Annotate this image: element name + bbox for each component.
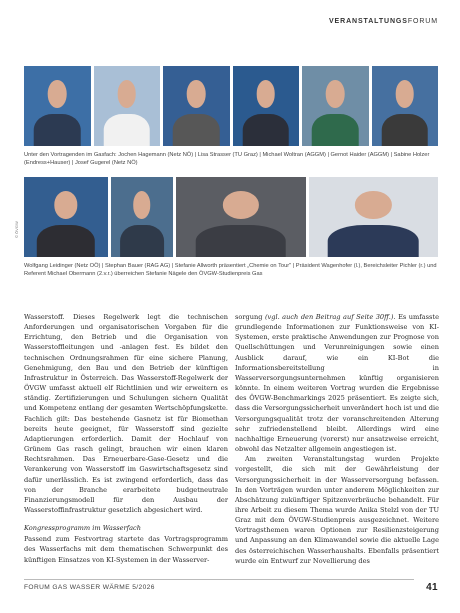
photo-figure <box>242 114 289 146</box>
article-column-left <box>24 312 228 565</box>
speaker-photo <box>302 66 369 146</box>
photo-row-top <box>24 66 438 146</box>
speaker-photo <box>24 66 91 146</box>
photo-face <box>187 80 206 107</box>
paragraph: Am zweiten Veranstaltungstag wurden Projekte vorgestellt, die sich mit der Gewährleistung der Versorgungssicherheit in der Wasserversorgung befassen. In den Vorträgen wurden unter anderem Möglichkeiten zur Abschätzung zukünftiger Spitzenverbräuche behandelt. Für ihre Arbeit zu diesem Thema wurde Anika Stelzl von der TU Graz mit dem ÖVGW-Studienpreis ausgezeichnet. Weitere Vortragsthemen waren Optionen zur Resilienzsteigerung und Anpassung an den Klimawandel sowie die aktuelle Lage des österreichischen Wasserhaushalts. Ebenfalls präsentiert wurde ein Entwurf zur Novellierung des <box>235 455 439 565</box>
photo-figure <box>120 225 164 257</box>
photo-face <box>326 80 345 107</box>
speaker-photo <box>233 66 300 146</box>
section-header-light: FORUM <box>407 18 438 25</box>
photo-credit: © ÖVGW <box>14 221 19 238</box>
paragraph: Wasserstoff. Dieses Regelwerk legt die technischen Anforderungen und organisatorischen Vorgaben für die Errichtung, den Betrieb und die Organisation von Wasserstoffleitungen und -anlagen fest. Es bildet den technischen Ordnungsrahmen für eine sichere Planung, Genehmigung, den Bau und den Betrieb der künftigen Infrastruktur in Österreich. Das Wasserstoff-Regelwerk der ÖVGW umfasst aktuell elf Richtlinien und wir erweitern es ständig. Zertifizierungen und Schulungen sichern Qualität und Kompetenz entlang der gesamten Wertschöpfungskette. Fachlich gilt: Das bestehende Gasnetz ist für Biomethan bereits heute geeignet, für Wasserstoff sind gezielte Adaptierungen erforderlich. Damit der Hochlauf von Grünem Gas rasch gelingt, brauchen wir einen klaren Rechtsrahmen. Das Erneuerbare-Gase-Gesetz und die Verankerung von Wasserstoff im Gaswirtschaftsgesetz sind dafür unerlässlich. Es ist zwingend erforderlich, dass das von der Branche erarbeitete budgetneutrale Finanzierungsmodell für den Ausbau der Wasserstoffinfrastruktur gesetzlich abgesichert wird. <box>24 313 228 514</box>
text-run: Es umfasste grundlegende Informationen zur Funktionsweise von KI-Systemen, erste praktische Anwendungen zur Prognose von Quellschüttungen und Verunreinigungen sowie einen Ausblick darauf, wie ein KI-Bot die Informationsbereitstellung in Wasserversorgungsunternehmen künftig organisieren könnte. In einem weiteren Vortrag wurden die Ergebnisse des ÖVGW-Benchmarkings 2025 präsentiert. Es zeigte sich, dass die Versorgungssicherheit unverändert hoch ist und die Versorgungsqualität trotz der voranschreitenden Alterung sehr zufriedenstellend bleibt. Allerdings wird eine nachhaltige Erneuerung (vorerst) nur ansatzweise erreicht, obwohl das Netzalter allgemein angestiegen ist. <box>235 313 439 454</box>
photo-figure <box>328 225 419 257</box>
photo-figure <box>381 114 428 146</box>
speaker-photo <box>309 177 438 257</box>
page-reference: (vgl. auch den Beitrag auf Seite 30ff.). <box>264 313 396 321</box>
journal-issue: FORUM GAS WASSER WÄRME 5/2026 <box>24 584 155 591</box>
photo-figure <box>103 114 150 146</box>
photo-caption-bottom: Wolfgang Leidinger (Netz OÖ) | Stephan Bauer (RAG AG) | Stefanie Allworth präsentiert „Chemie on Tour" | Präsident Wagenhofer (l.), Bereichsleiter Pichler (r.) und Referent Michael Obermann (2.v.r.) überreichen Stefanie Nägele den ÖVGW-Studienpreis Gas <box>24 263 437 277</box>
photo-figure <box>37 225 95 257</box>
photo-face <box>256 80 275 107</box>
page-number: 41 <box>426 582 438 593</box>
paragraph <box>235 312 439 454</box>
photo-figure <box>34 114 81 146</box>
photo-face <box>48 80 67 107</box>
text-run: sorgung <box>235 313 265 321</box>
speaker-photo <box>372 66 439 146</box>
photo-face <box>133 191 151 218</box>
photo-figure <box>173 114 220 146</box>
photo-caption-top: Unter den Vortragenden im Gasfach: Jochen Hagemann (Netz NÖ) | Lisa Strasser (TU Graz) | Michael Woltran (AGGM) | Gernot Haider (AGGM) | Sabine Holzer (Endress+Hauser) | Josef Gugerel (Netz NÖ) <box>24 152 430 166</box>
subheading: Kongressprogramm im Wasserfach <box>24 524 141 533</box>
speaker-photo <box>94 66 161 146</box>
photo-face <box>117 80 136 107</box>
article-column-right <box>235 312 439 566</box>
speaker-photo <box>24 177 108 257</box>
photo-row-bottom <box>24 177 438 257</box>
speaker-photo <box>163 66 230 146</box>
paragraph: Passend zum Festvortrag startete das Vortragsprogramm des Wasserfachs mit dem thematischen Schwerpunkt des künftigen Einsatzes von KI-Systemen in der Wasserver- <box>24 535 228 564</box>
photo-figure <box>196 225 287 257</box>
photo-face <box>395 80 414 107</box>
speaker-photo <box>111 177 174 257</box>
page-footer <box>24 584 438 596</box>
speaker-photo <box>176 177 305 257</box>
section-header <box>329 18 438 25</box>
section-header-bold: VERANSTALTUNGS <box>328 18 408 25</box>
photo-figure <box>312 114 359 146</box>
footer-rule <box>24 579 414 580</box>
